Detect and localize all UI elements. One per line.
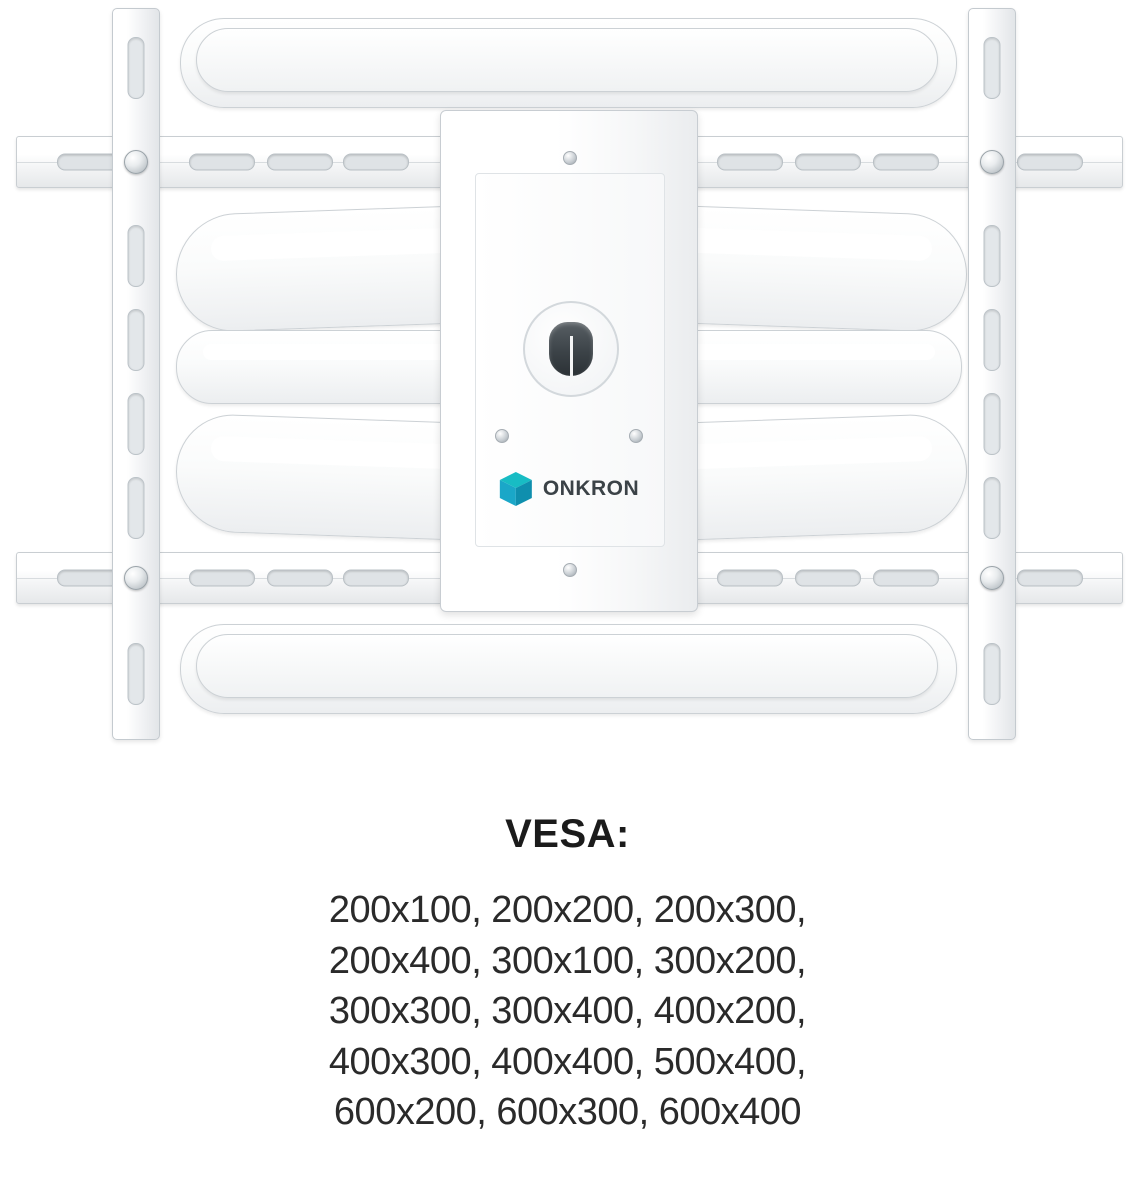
vesa-line: 200x400, 300x100, 300x200, xyxy=(328,939,807,982)
bracket-slot xyxy=(984,643,1001,705)
rail-slot xyxy=(343,570,409,587)
swivel-joint-ring xyxy=(523,301,619,397)
rail-slot xyxy=(267,570,333,587)
rail-slot xyxy=(189,154,255,171)
bracket-slot xyxy=(984,477,1001,539)
plate-screw-top xyxy=(563,151,577,165)
bracket-slot xyxy=(128,477,145,539)
rail-slot xyxy=(267,154,333,171)
mounting-bolt xyxy=(980,566,1004,590)
rail-slot xyxy=(1017,570,1083,587)
vertical-bracket-left xyxy=(112,8,160,740)
bracket-slot xyxy=(984,225,1001,287)
spec-text-block xyxy=(0,812,1135,1138)
plate-screw-inner-left xyxy=(495,429,509,443)
plate-screw-bottom xyxy=(563,563,577,577)
rail-slot xyxy=(873,570,939,587)
bracket-slot xyxy=(128,225,145,287)
bracket-slot xyxy=(984,309,1001,371)
mounting-bolt xyxy=(124,150,148,174)
swivel-joint-core xyxy=(549,322,593,376)
arm-highlight xyxy=(203,344,472,360)
rail-slot xyxy=(1017,154,1083,171)
vesa-line: 400x300, 400x400, 500x400, xyxy=(328,1040,807,1083)
arm-highlight xyxy=(667,344,936,360)
bracket-slot xyxy=(128,309,145,371)
onkron-cube-icon xyxy=(499,471,533,507)
rail-slot xyxy=(189,570,255,587)
bracket-slot xyxy=(128,643,145,705)
vesa-title: VESA: xyxy=(505,812,630,856)
brand-logo xyxy=(499,471,639,507)
rail-slot xyxy=(343,154,409,171)
vesa-line: 300x300, 300x400, 400x200, xyxy=(328,990,807,1033)
bracket-slot xyxy=(984,37,1001,99)
arm-pad-top xyxy=(196,28,938,92)
brand-name: ONKRON xyxy=(542,477,640,500)
mounting-bolt xyxy=(124,566,148,590)
bracket-slot xyxy=(984,393,1001,455)
mounting-bolt xyxy=(980,150,1004,174)
vesa-line: 200x100, 200x200, 200x300, xyxy=(328,889,807,931)
vertical-bracket-right xyxy=(968,8,1016,740)
rail-slot xyxy=(717,570,783,587)
vesa-line: 600x200, 600x300, 600x400 xyxy=(333,1091,802,1134)
arm-pad-bottom xyxy=(196,634,938,698)
rail-slot xyxy=(873,154,939,171)
rail-slot xyxy=(795,570,861,587)
plate-screw-inner-right xyxy=(629,429,643,443)
rail-slot xyxy=(795,154,861,171)
bracket-slot xyxy=(128,393,145,455)
center-mounting-plate xyxy=(440,110,698,612)
vesa-list xyxy=(0,885,1135,1138)
rail-slot xyxy=(717,154,783,171)
bracket-slot xyxy=(128,37,145,99)
